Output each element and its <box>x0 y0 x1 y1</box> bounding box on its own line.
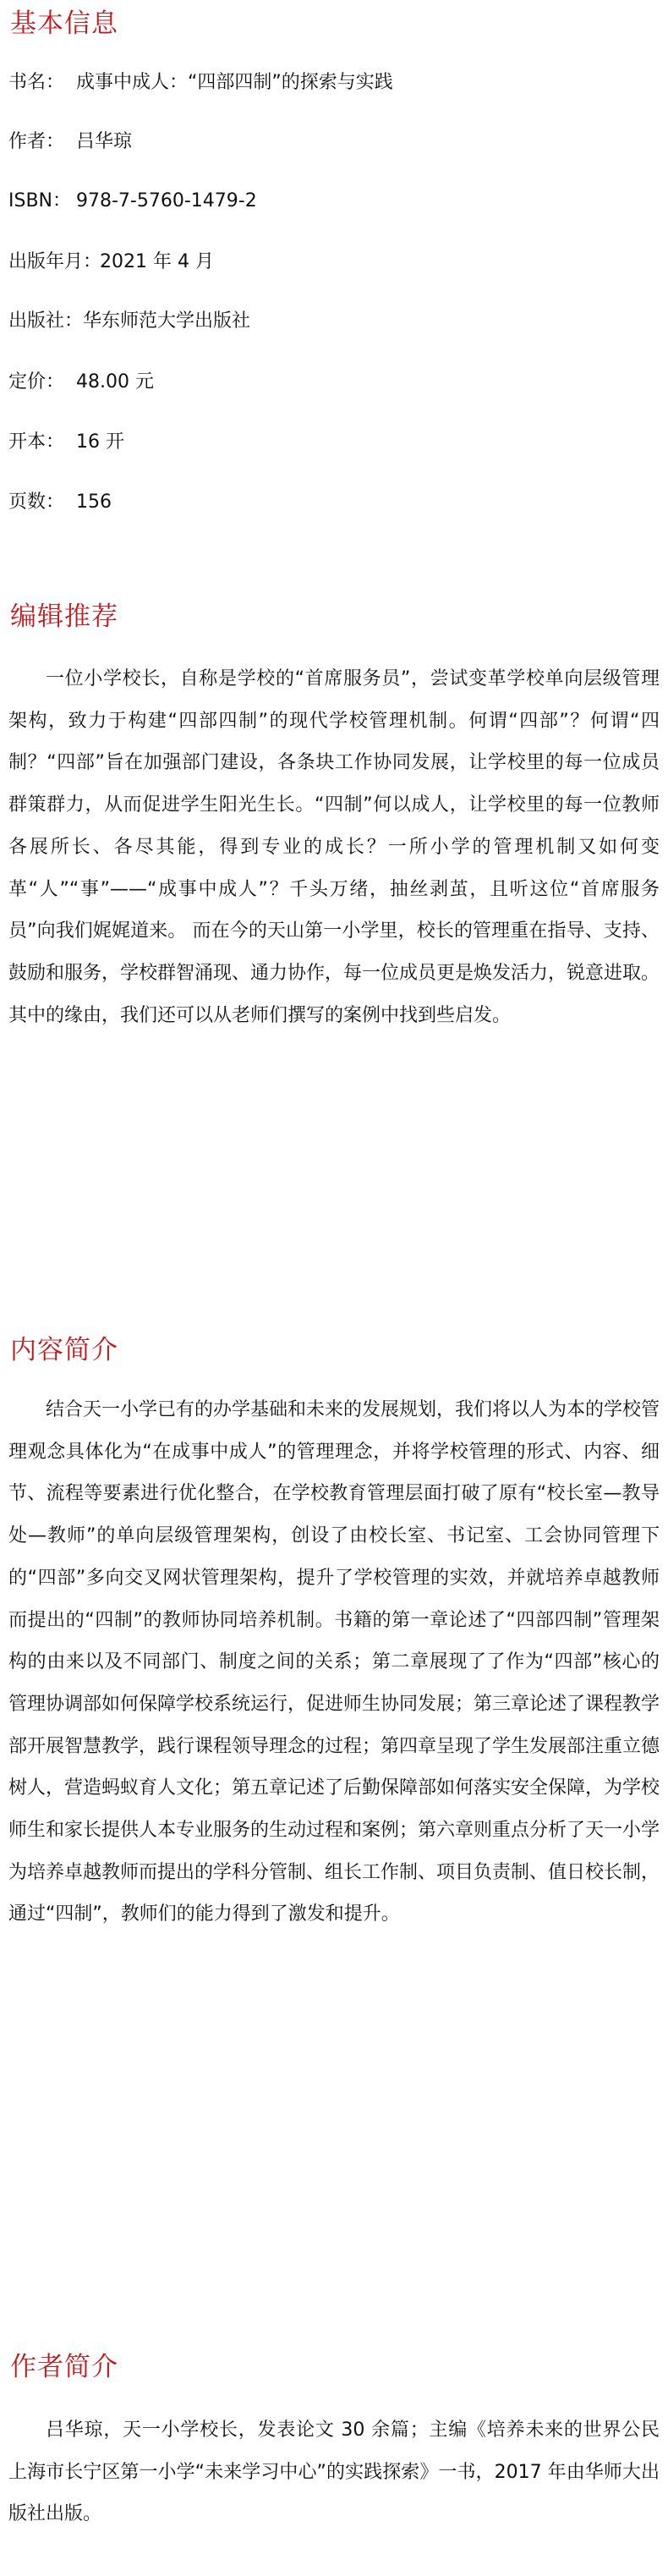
info-row-author <box>8 127 132 153</box>
author-intro-text: 吕华琼，天一小学校长，发表论文 30 余篇；主编《培养未来的世界公民 上海市长宁区第一小学“未来学习中心”的实践探索》一书，2017 年由华师大出版社出版。 <box>8 2419 660 2525</box>
info-value: 2021 年 4 月 <box>100 251 214 272</box>
info-label: 出版年月： <box>8 251 102 272</box>
info-value: 16 开 <box>76 431 124 453</box>
info-value: 成事中成人：“四部四制”的探索与实践 <box>76 72 393 93</box>
info-value: 48.00 元 <box>76 371 154 393</box>
info-label: 定价： <box>8 371 65 393</box>
content-summary-text: 结合天一小学已有的办学基础和未来的发展规划，我们将以人为本的学校管理观念具体化为“在成事中成人”的管理理念，并将学校管理的形式、内容、细节、流程等要素进行优化整合，在学校教育管理层面打破了原有“校长室—教导处—教师”的单向层级管理架构，创设了由校长室、书记室、工会协同管理下的“四部”多向交叉网状管理架构，提升了学校管理的实效，并就培养卓越教师而提出的“四制”的教师协同培养机制。书籍的第一章论述了“四部四制”管理架构的由来以及不同部门、制度之间的关系；第二章展现了了作为“四部”核心的管理协调部如何保障学校系统运行，促进师生协同发展；第三章论述了课程教学部开展智慧教学，践行课程领导理念的过程；第四章呈现了学生发展部注重立德树人，营造蚂蚁育人文化；第五章记述了后勤保障部如何落实安全保障，为学校师生和家长提供人本专业服务的生动过程和案例；第六章则重点分析了天一小学为培养卓越教师而提出的学科分管制、组长工作制、项目负责制、值日校长制，通过“四制”，教师们的能力得到了激发和提升。 <box>8 1399 660 1925</box>
info-label: ISBN： <box>8 190 72 211</box>
info-label: 作者： <box>8 131 65 152</box>
info-row-pages <box>8 487 112 514</box>
info-value: 156 <box>76 492 112 513</box>
info-label: 开本： <box>8 431 65 453</box>
content-summary-heading: 内容简介 <box>10 1335 118 1365</box>
editor-recommendation-text: 一位小学校长，自称是学校的“首席服务员”，尝试变革学校单向层级管理架构，致力于构建“四部四制”的现代学校管理机制。何谓“四部”？何谓“四制？“四部”旨在加强部门建设，各条块工作协同发展，让学校里的每一位成员群策群力，从而促进学生阳光生长。“四制”何以成人，让学校里的每一位教师各展所长、各尽其能，得到专业的成长？一所小学的管理机制又如何变革“人”“事”——“成事中成人”？千头万绪，抽丝剥茧，且听这位“首席服务员”向我们娓娓道来。 而在今的天山第一小学里，校长的管理重在指导、支持、鼓励和服务，学校群智涌现、通力协作，每一位成员更是焕发活力，锐意进取。其中的缘由，我们还可以从老师们撰写的案例中找到些启发。 <box>8 668 660 1026</box>
info-row-publisher <box>8 306 250 332</box>
info-value: 978-7-5760-1479-2 <box>76 190 257 211</box>
info-row-title <box>8 68 393 94</box>
info-row-publish-date <box>8 247 214 273</box>
author-intro-heading: 作者简介 <box>10 2352 118 2382</box>
editor-recommendation-heading: 编辑推荐 <box>10 601 118 632</box>
info-row-price <box>8 367 154 393</box>
info-label: 出版社： <box>8 310 84 332</box>
info-value: 吕华琼 <box>76 131 133 152</box>
basic-info-heading: 基本信息 <box>10 8 118 39</box>
info-row-format <box>8 427 124 453</box>
info-row-isbn <box>8 186 257 212</box>
info-label: 页数： <box>8 492 65 513</box>
info-label: 书名： <box>8 72 65 93</box>
info-value: 华东师范大学出版社 <box>83 310 251 332</box>
